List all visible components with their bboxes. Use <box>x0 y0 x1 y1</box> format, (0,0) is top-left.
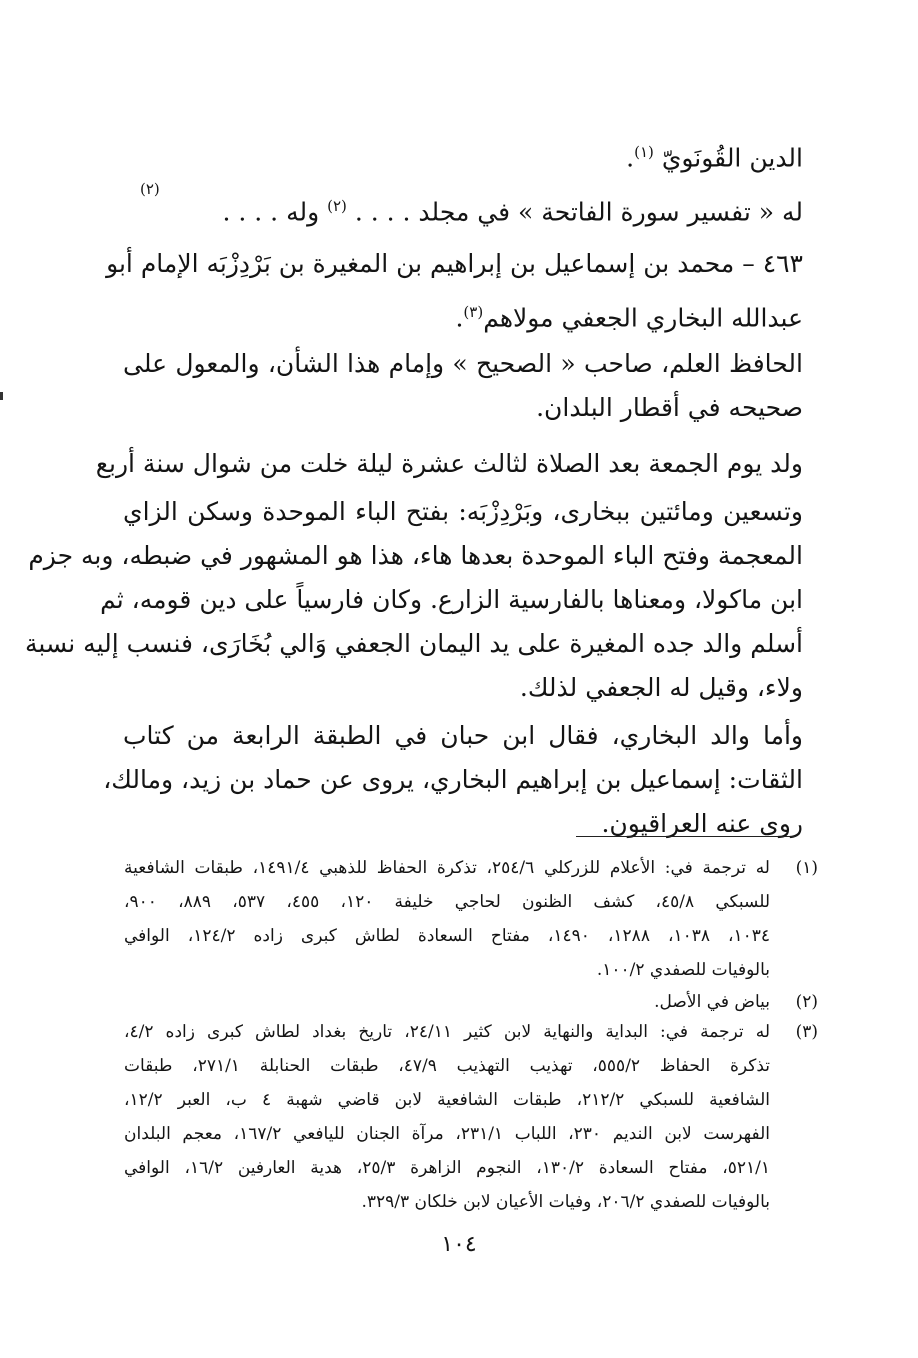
page-number: ١٠٤ <box>441 1232 477 1257</box>
entry-heading-line-1: ٤٦٣ – محمد بن إسماعيل بن إبراهيم بن المغيرة بن بَرْدِزْبَه الإمام أبو <box>106 249 803 278</box>
footnote-separator <box>576 836 796 837</box>
bayad-marker: (٢) <box>140 180 160 198</box>
footnote-3-line-4: الفهرست لابن النديم ٢٣٠، اللباب ٢٣١/١، مرآة الجنان لليافعي ١٦٧/٢، معجم البلدان <box>124 1124 770 1144</box>
footnote-1-line-4: بالوفيات للصفدي ١٠٠/٢. <box>596 960 770 980</box>
footnote-number-1: (١) <box>795 858 818 878</box>
body-line-10: ابن ماكولا، ومعناها بالفارسية الزارع. وكان فارسياً على دين قومه، ثم <box>100 585 803 614</box>
entry-heading-line-2: عبدالله البخاري الجعفي مولاهم$^{(٣)}$. <box>455 303 803 333</box>
body-line-5: الحافظ العلم، صاحب « الصحيح » وإمام هذا الشأن، والمعول على <box>123 349 803 378</box>
body-line-2: له « تفسير سورة الفاتحة » في مجلد . . . . $^{(٢)}$ وله . . . . <box>222 197 803 227</box>
footnote-1-line-1: له ترجمة في: الأعلام للزركلي ٢٥٤/٦، تذكرة الحفاظ للذهبي ١٤٩١/٤، طبقات الشافعية <box>124 858 770 878</box>
body-line-11: أسلم والد جده المغيرة على يد اليمان الجعفي وَالي بُخَارَى، فنسب إليه نسبة <box>25 629 803 658</box>
body-line-8: وتسعين ومائتين ببخارى، وبَرْدِزْبَه: بفتح الباء الموحدة وسكن الزاي <box>123 497 803 526</box>
footnote-ref-3[interactable]: (٣) <box>463 303 484 321</box>
footnote-ref-1[interactable]: (١) <box>634 143 654 161</box>
footnote-number-2: (٢) <box>795 992 818 1012</box>
body-line-14: الثقات: إسماعيل بن إبراهيم البخاري، يروى عن حماد بن زيد، ومالك، <box>103 765 803 794</box>
footnote-3-line-2: تذكرة الحفاظ ٥٥٥/٢، تهذيب التهذيب ٤٧/٩، طبقات الحنابلة ٢٧١/١، طبقات <box>124 1056 770 1076</box>
body-line-7: ولد يوم الجمعة بعد الصلاة لثالث عشرة ليلة خلت من شوال سنة أربع <box>95 449 803 478</box>
footnote-1-line-2: للسبكي ٤٥/٨، كشف الظنون لحاجي خليفة ١٢٠، ٤٥٥، ٥٣٧، ٨٨٩، ٩٠٠، <box>124 892 770 912</box>
footnote-2-line-1: بياض في الأصل. <box>654 992 770 1012</box>
footnote-number-3: (٣) <box>795 1022 818 1042</box>
body-line-9: المعجمة وفتح الباء الموحدة بعدها هاء، هذا هو المشهور في ضبطه، وبه جزم <box>28 541 803 570</box>
footnote-1-line-3: ١٠٣٤، ١٠٣٨، ١٢٨٨، ١٤٩٠، مفتاح السعادة لطاش كبرى زاده ١٢٤/٢، الوافي <box>124 926 771 946</box>
footnote-3-line-6: بالوفيات للصفدي ٢٠٦/٢، وفيات الأعيان لابن خلكان ٣٢٩/٣. <box>361 1192 770 1212</box>
footnote-3-line-5: ٥٢١/١، مفتاح السعادة ١٣٠/٢، النجوم الزاهرة ٢٥/٣، هدية العارفين ١٦/٢، الوافي <box>124 1158 770 1178</box>
body-line-13: وأما والد البخاري، فقال ابن حبان في الطبقة الرابعة من كتاب <box>123 721 803 750</box>
footnote-3-line-1: له ترجمة في: البداية والنهاية لابن كثير ٢٤/١١، تاريخ بغداد لطاش كبرى زاده ٤/٢، <box>124 1022 770 1042</box>
margin-mark <box>0 392 3 400</box>
body-line-12: ولاء، وقيل له الجعفي لذلك. <box>519 673 803 702</box>
body-line-6: صحيحه في أقطار البلدان. <box>536 393 803 422</box>
footnote-ref-2[interactable]: (٢) <box>327 197 347 215</box>
footnote-3-line-3: الشافعية للسبكي ٢١٢/٢، طبقات الشافعية لابن قاضي شهبة ٤ ب، العبر ١٢/٢، <box>124 1090 770 1110</box>
body-line-1: الدين القُونَويّ $^{(١)}$. <box>626 143 803 173</box>
body-line-15: روى عنه العراقيون. <box>601 809 803 838</box>
